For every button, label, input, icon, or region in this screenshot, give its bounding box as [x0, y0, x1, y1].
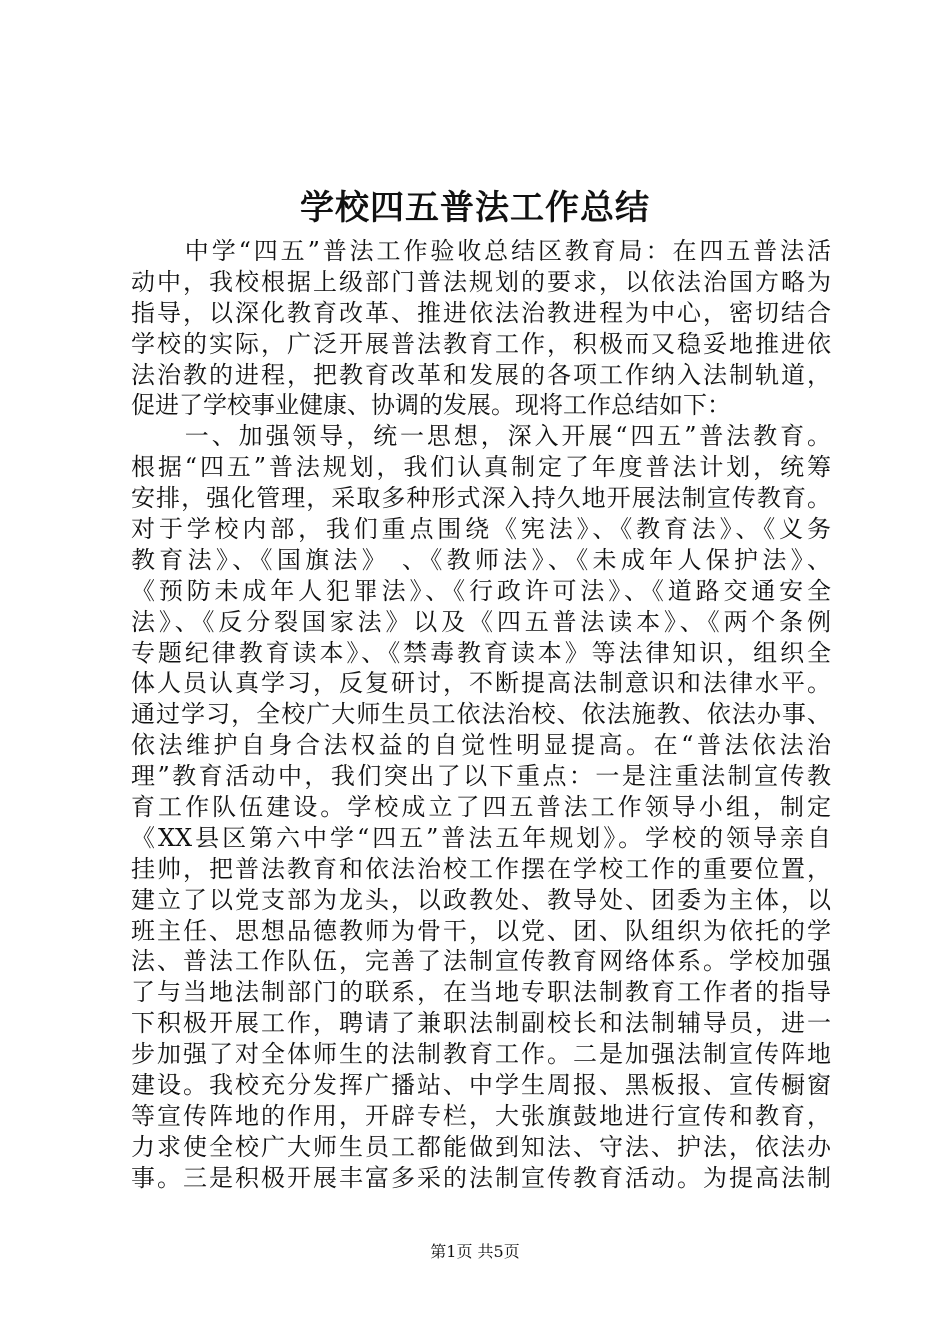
body-line: 法、普法工作队伍，完善了法制宣传教育网络体系。学校加强	[131, 947, 831, 976]
body-line: 学校的实际，广泛开展普法教育工作，积极而又稳妥地推进依	[131, 329, 831, 358]
body-line: 教育法》、《国旗法》 、《教师法》、《未成年人保护法》、	[131, 545, 831, 574]
body-line: 法治教的进程，把教育改革和发展的各项工作纳入法制轨道，	[131, 360, 831, 389]
body-line: 理”教育活动中，我们突出了以下重点：一是注重法制宣传教	[131, 762, 831, 791]
body-line: 一、加强领导，统一思想，深入开展“四五”普法教育。	[131, 422, 831, 451]
page-footer: 第1页 共5页	[430, 1242, 520, 1261]
document-title: 学校四五普法工作总结	[300, 188, 650, 228]
body-line: 建立了以党支部为龙头，以政教处、教导处、团委为主体，以	[131, 885, 831, 914]
body-line: 专题纪律教育读本》、《禁毒教育读本》等法律知识，组织全	[131, 638, 831, 667]
body-line: 促进了学校事业健康、协调的发展。现将工作总结如下：	[131, 391, 731, 420]
body-line: 育工作队伍建设。学校成立了四五普法工作领导小组，制定	[131, 793, 831, 822]
body-line: 《XX县区第六中学“四五”普法五年规划》。学校的领导亲自	[131, 823, 831, 852]
body-line: 安排，强化管理，采取多种形式深入持久地开展法制宣传教育。	[131, 484, 831, 513]
body-line: 法》、《反分裂国家法》以及《四五普法读本》、《两个条例	[131, 607, 831, 636]
body-line: 下积极开展工作，聘请了兼职法制副校长和法制辅导员，进一	[131, 1009, 831, 1038]
body-line: 根据“四五”普法规划，我们认真制定了年度普法计划，统筹	[131, 453, 831, 482]
body-line: 班主任、思想品德教师为骨干，以党、团、队组织为依托的学	[131, 916, 831, 945]
body-line: 《预防未成年人犯罪法》、《行政许可法》、《道路交通安全	[131, 576, 831, 605]
body-line: 步加强了对全体师生的法制教育工作。二是加强法制宣传阵地	[131, 1040, 831, 1069]
body-line: 力求使全校广大师生员工都能做到知法、守法、护法，依法办	[131, 1132, 831, 1161]
body-line: 通过学习，全校广大师生员工依法治校、依法施教、依法办事、	[131, 700, 831, 729]
body-line: 建设。我校充分发挥广播站、中学生周报、黑板报、宣传橱窗	[131, 1071, 831, 1100]
body-line: 依法维护自身合法权益的自觉性明显提高。在“普法依法治	[131, 731, 831, 760]
body-line: 中学“四五”普法工作验收总结区教育局：在四五普法活	[131, 237, 831, 265]
body-line: 动中，我校根据上级部门普法规划的要求，以依法治国方略为	[131, 267, 831, 296]
body-line: 对于学校内部，我们重点围绕《宪法》、《教育法》、《义务	[131, 515, 831, 544]
body-line: 挂帅，把普法教育和依法治校工作摆在学校工作的重要位置，	[131, 854, 831, 883]
body-line: 指导，以深化教育改革、推进依法治教进程为中心，密切结合	[131, 298, 831, 327]
body-line: 了与当地法制部门的联系，在当地专职法制教育工作者的指导	[131, 978, 831, 1007]
body-line: 事。三是积极开展丰富多采的法制宣传教育活动。为提高法制	[131, 1163, 831, 1192]
document-body	[131, 236, 831, 1194]
body-line: 体人员认真学习，反复研讨，不断提高法制意识和法律水平。	[131, 669, 831, 698]
body-line: 等宣传阵地的作用，开辟专栏，大张旗鼓地进行宣传和教育，	[131, 1101, 831, 1130]
